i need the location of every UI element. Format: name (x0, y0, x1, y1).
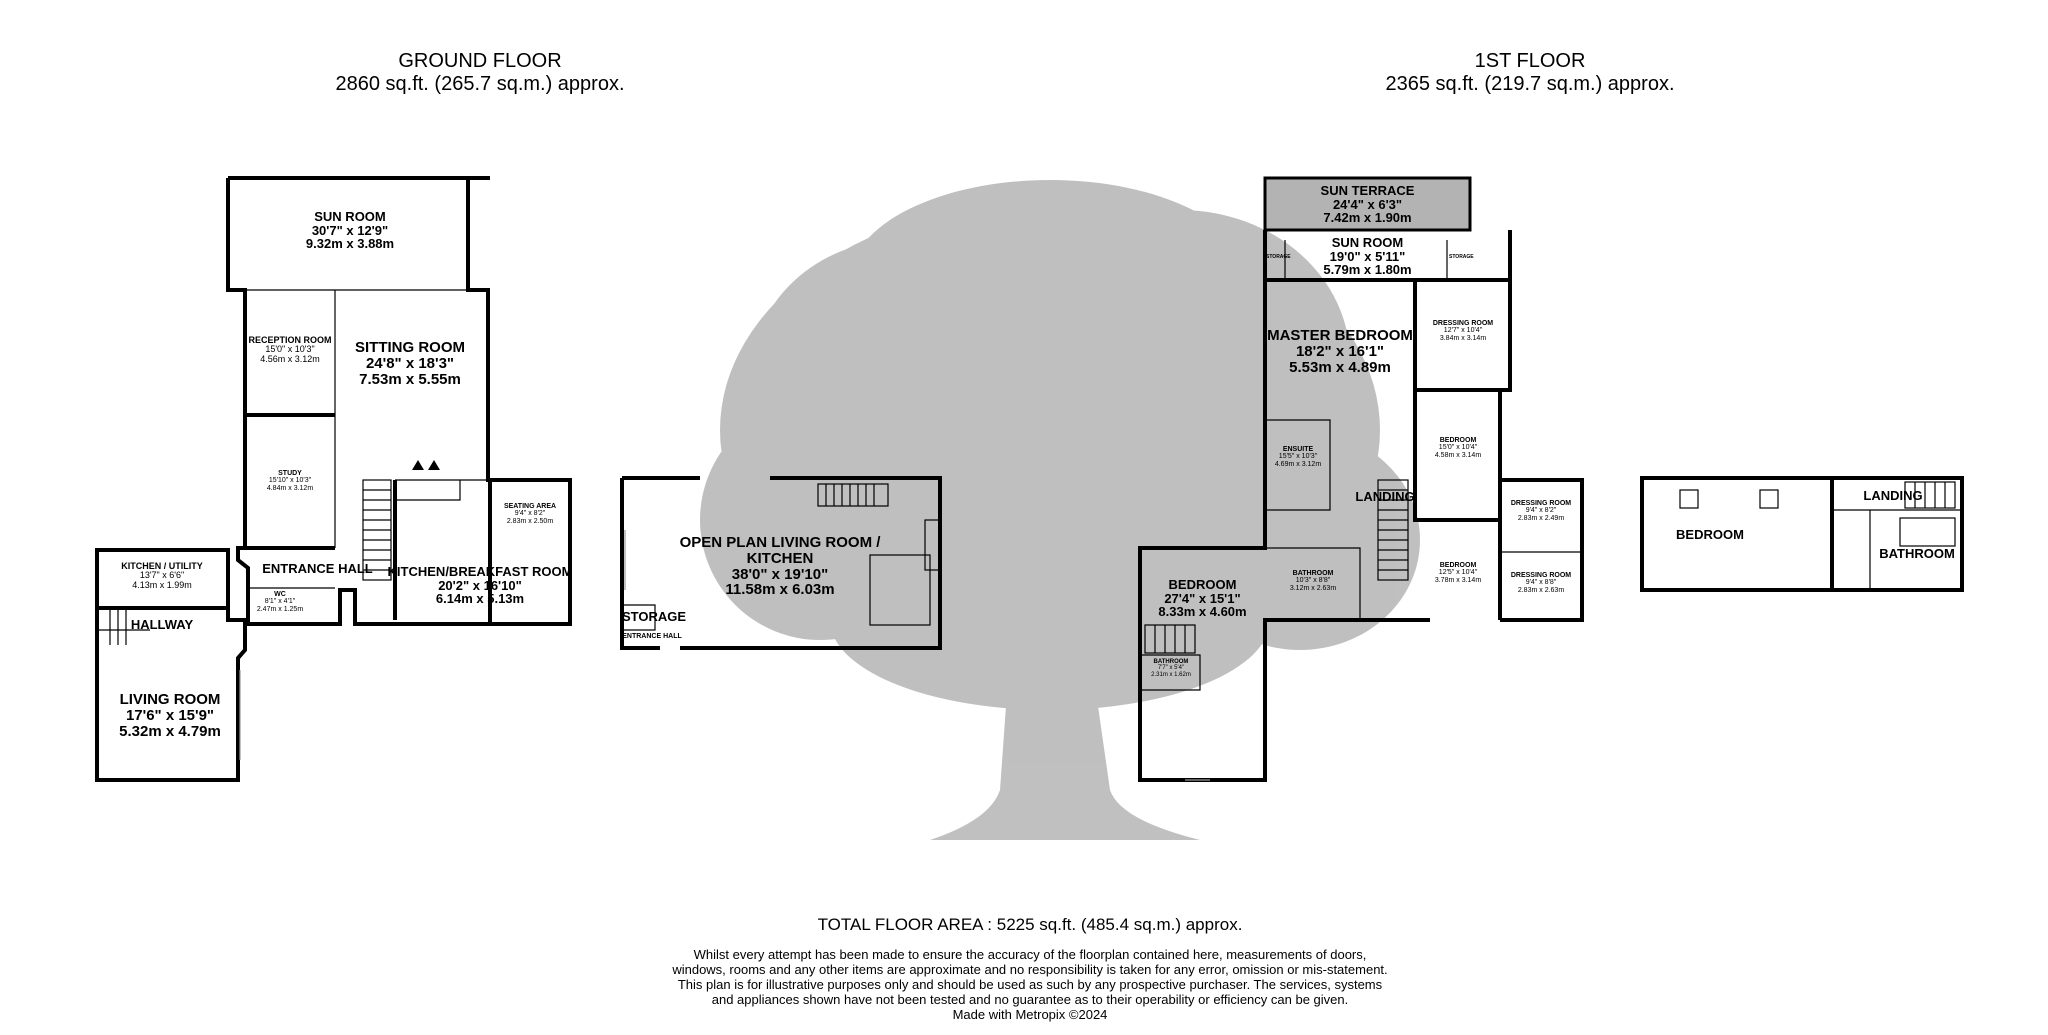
room-name: ENTRANCE HALL (262, 561, 373, 576)
room-imperial: 27'4" x 15'1" (1164, 590, 1241, 606)
room-name: BATHROOM (1292, 570, 1334, 577)
room-name: BATHROOM (1879, 546, 1955, 561)
room-master-bedroom (1265, 328, 1415, 375)
room-hallway (112, 618, 212, 632)
room-name: LANDING (1863, 488, 1923, 503)
disclaimer: Whilst every attempt has been made to ensure the accuracy of the floorplan contained here, measurements of doors, windows, rooms and any other items are approximate and no responsibility is taken for any error, omission or mis-statement. This plan is for illustrative purposes only and should be used as such by any prospective purchaser. The services, systems and appliances shown have not been tested and no guarantee as to their operability or efficiency can be given. (672, 947, 1388, 1007)
room-annex-landing (1858, 489, 1928, 503)
room-imperial: 24'4" x 6'3" (1332, 196, 1403, 212)
room-name: KITCHEN/BREAKFAST ROOM (387, 564, 573, 579)
room-imperial: 12'5" x 10'4" (1438, 569, 1478, 577)
room-sun-room-ground (250, 210, 450, 251)
room-name: BEDROOM (1439, 562, 1477, 569)
room-imperial: 7'7" x 5'4" (1157, 665, 1185, 672)
credit: Made with Metropix ©2024 (952, 1007, 1108, 1022)
room-name: BEDROOM (1439, 437, 1477, 444)
room-name: SEATING AREA (503, 503, 557, 510)
room-metric: 3.78m x 3.14m (1434, 576, 1482, 584)
room-annex-bathroom (1872, 547, 1962, 561)
room-metric: 4.69m x 3.12m (1274, 460, 1322, 468)
room-imperial: 38'0" x 19'10" (731, 565, 829, 583)
room-name: ENTRANCE HALL (622, 633, 682, 640)
room-bedroom-3 (1416, 562, 1500, 584)
room-metric: 8.33m x 4.60m (1158, 604, 1247, 620)
room-name: HALLWAY (130, 617, 194, 632)
room-imperial: 15'0" x 10'3" (265, 344, 315, 355)
room-dressing-2 (1500, 500, 1582, 522)
first-floor-area: 2365 sq.ft. (219.7 sq.m.) approx. (1385, 73, 1675, 95)
room-metric: 5.32m x 4.79m (119, 722, 221, 740)
room-metric: 4.13m x 1.99m (132, 579, 192, 590)
room-name: LANDING (1355, 489, 1415, 504)
room-metric: 2.83m x 2.50m (506, 517, 554, 525)
total-floor-area: TOTAL FLOOR AREA : 5225 sq.ft. (485.4 sq.m.) approx. (817, 915, 1243, 934)
room-name: STORAGE (1449, 254, 1474, 260)
room-storage (622, 609, 687, 624)
room-metric: 6.14m x 5.13m (435, 591, 525, 607)
room-open-plan (675, 535, 885, 598)
room-storage-right (1449, 254, 1474, 260)
room-living (100, 692, 240, 739)
room-metric: 2.31m x 1.62m (1151, 671, 1191, 678)
room-bedroom-2 (1416, 437, 1500, 459)
room-name: DRESSING ROOM (1432, 320, 1494, 327)
room-name: BEDROOM (1676, 527, 1744, 542)
room-study (245, 470, 335, 492)
first-floor-title: 1ST FLOOR (1474, 50, 1586, 72)
room-metric: 2.47m x 1.25m (256, 605, 304, 613)
room-metric: 7.42m x 1.90m (1323, 210, 1412, 226)
room-reception (245, 336, 335, 364)
room-metric: 2.83m x 2.63m (1517, 586, 1565, 594)
room-name: ENSUITE (1282, 446, 1314, 453)
room-imperial: 9'4" x 8'8" (1525, 579, 1557, 587)
room-imperial: 9'4" x 8'2" (514, 510, 546, 518)
room-imperial: 17'6" x 15'9" (125, 706, 215, 724)
room-name: STORAGE (622, 609, 687, 624)
room-name: KITCHEN / UTILITY (121, 561, 203, 571)
room-sun-room-first (1290, 236, 1445, 277)
room-kitchen-utility (98, 562, 226, 590)
room-imperial: 13'7" x 6'6" (139, 570, 185, 581)
room-imperial: 9'4" x 8'2" (1525, 507, 1557, 515)
room-imperial: 15'10" x 10'3" (268, 477, 312, 485)
room-metric: 7.53m x 5.55m (359, 370, 461, 388)
room-name: SITTING ROOM (355, 339, 465, 356)
room-metric: 2.83m x 2.49m (1517, 514, 1565, 522)
room-storage-left (1266, 254, 1291, 260)
room-imperial: 15'0" x 10'4" (1438, 444, 1478, 452)
room-imperial: 10'3" x 8'8" (1295, 577, 1331, 585)
room-imperial: 15'5" x 10'3" (1278, 453, 1318, 461)
room-name: MASTER BEDROOM (1267, 327, 1413, 344)
room-name: DRESSING ROOM (1510, 572, 1572, 579)
room-sitting (330, 340, 490, 387)
room-metric: 3.84m x 3.14m (1439, 334, 1487, 342)
room-metric: 5.53m x 4.89m (1289, 358, 1391, 376)
room-bedroom-large (1140, 578, 1265, 619)
room-name: BATHROOM (1153, 659, 1189, 665)
room-seating-area (490, 503, 570, 525)
room-kitchen-breakfast (385, 565, 575, 606)
room-landing (1350, 490, 1420, 504)
room-metric: 11.58m x 6.03m (725, 581, 835, 599)
room-annex-bedroom (1650, 528, 1770, 542)
room-ensuite (1266, 446, 1330, 468)
room-wc (250, 591, 310, 613)
room-name: STORAGE (1266, 254, 1291, 260)
room-metric: 5.79m x 1.80m (1323, 262, 1412, 278)
room-dressing-1 (1416, 320, 1510, 342)
room-imperial: 12'7" x 10'4" (1443, 327, 1483, 335)
room-imperial: 24'8" x 18'3" (365, 354, 455, 372)
ground-floor-title: GROUND FLOOR (398, 50, 562, 72)
room-name: RECEPTION ROOM (248, 335, 332, 345)
room-metric: 4.56m x 3.12m (260, 353, 320, 364)
room-metric: 4.58m x 3.14m (1434, 451, 1482, 459)
ground-floor-area: 2860 sq.ft. (265.7 sq.m.) approx. (335, 73, 625, 95)
room-name: SUN ROOM (314, 209, 386, 224)
room-imperial: 8'1" x 4'1" (264, 598, 296, 606)
room-name: BEDROOM (1168, 577, 1237, 592)
room-entrance-hall-small (622, 633, 682, 640)
room-sun-terrace (1265, 184, 1470, 225)
room-imperial: 20'2" x 16'10" (438, 577, 522, 593)
room-imperial: 18'2" x 16'1" (1295, 342, 1385, 360)
room-name: OPEN PLAN LIVING ROOM / KITCHEN (679, 534, 881, 567)
room-name: WC (274, 591, 286, 598)
room-dressing-3 (1500, 572, 1582, 594)
room-name: SUN ROOM (1331, 235, 1404, 250)
room-imperial: 19'0" x 5'11" (1329, 248, 1406, 264)
room-name: STUDY (278, 470, 302, 477)
room-entrance-hall (250, 562, 385, 576)
room-name: LIVING ROOM (119, 691, 221, 708)
room-metric: 9.32m x 3.88m (305, 236, 395, 252)
footer (640, 915, 1420, 1022)
room-name: SUN TERRACE (1320, 183, 1415, 198)
room-metric: 4.84m x 3.12m (266, 484, 314, 492)
room-metric: 3.12m x 2.63m (1289, 584, 1337, 592)
room-imperial: 30'7" x 12'9" (311, 222, 389, 238)
room-bathroom-small (1142, 659, 1200, 678)
room-name: DRESSING ROOM (1510, 500, 1572, 507)
room-bathroom (1266, 570, 1360, 592)
